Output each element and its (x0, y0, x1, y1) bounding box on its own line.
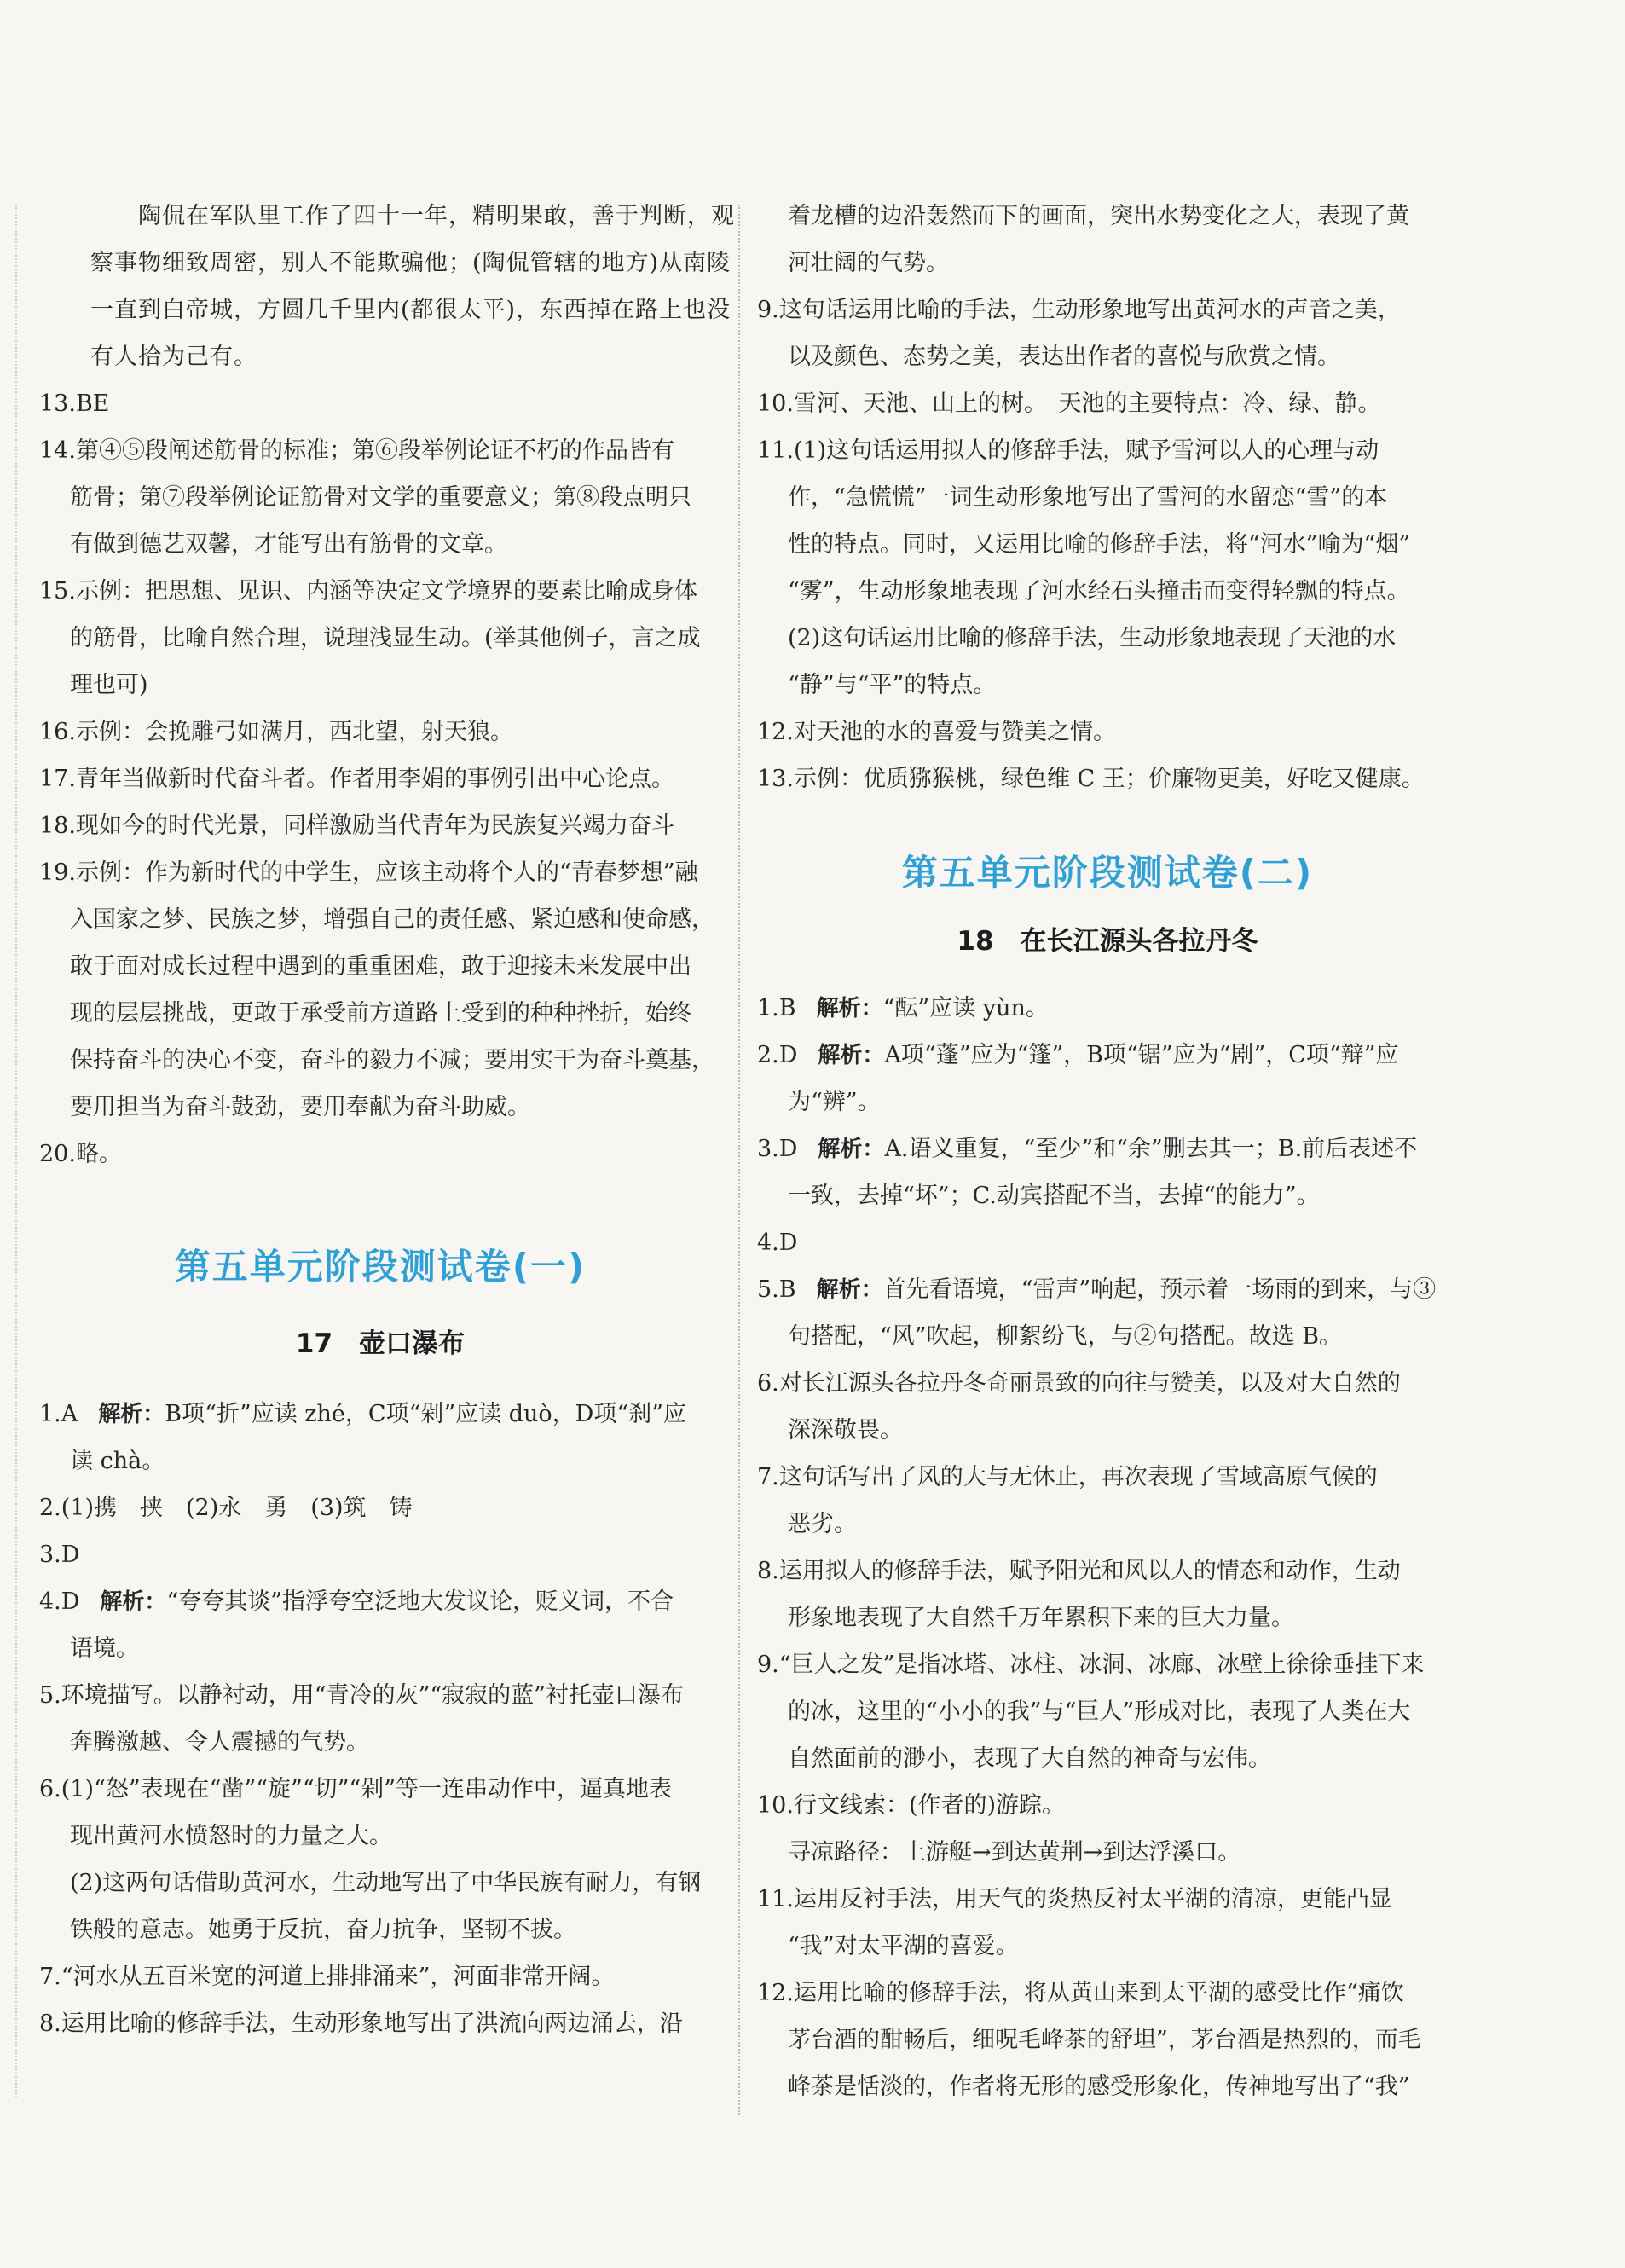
analysis-label: 解析： (818, 1137, 885, 1162)
answer-line (757, 333, 1458, 380)
answer-text: A.语义重复，“至少”和“余”删去其一；B.前后表述不 (884, 1136, 1418, 1162)
analysis-label: 解析： (100, 1589, 167, 1615)
answer-line (757, 1923, 1458, 1970)
question-number: 8. (757, 1558, 779, 1584)
answer-line: 的筋骨，比喻自然合理，说理浅显生动。(举其他例子，言之成 (70, 625, 701, 651)
answer-text: 着龙槽的边沿轰然而下的画面，突出水势变化之大，表现了黄 (788, 203, 1409, 229)
answer-text: “夸夸其谈”指浮夸空泛地大发议论，贬义词，不合 (166, 1588, 674, 1615)
answer-text: 寻凉路径：上游艇→到达黄荆→到达浮溪口。 (788, 1839, 1241, 1866)
answer-line (757, 1125, 1458, 1172)
quote-line: 察事物细致周密，别人不能欺骗他；(陶侃管辖的地方)从南陵 (90, 250, 732, 276)
answer-line: 19.示例：作为新时代的中学生，应该主动将个人的“青春梦想”融 (39, 859, 698, 886)
answer-text: “雾”，生动形象地表现了河水经石头撞击而变得轻飘的特点。 (788, 578, 1410, 605)
quote-line: 一直到白帝城，方圆几千里内(都很太平)，东西掉在路上也没 (90, 297, 732, 323)
question-number: 2. (39, 1495, 61, 1521)
answer-text: 这句话写出了风的大与无休止，再次表现了雪域高原气候的 (778, 1464, 1378, 1490)
question-number: 4.D (757, 1229, 798, 1256)
answer-line: 要用担当为奋斗鼓劲，要用奉献为奋斗助威。 (70, 1094, 530, 1120)
answer-line: 13.BE (39, 391, 110, 417)
answer-text: (1)携 挟 (2)永 勇 (3)筑 铸 (61, 1495, 413, 1521)
answer-line (757, 521, 1458, 568)
answer-line (39, 1391, 721, 1438)
answer-text: 句搭配，“风”吹起，柳絮纷飞，与②句搭配。故选 B。 (788, 1323, 1343, 1350)
answer-line (757, 985, 1458, 1032)
answer-text: (1)这句话运用拟人的修辞手法，赋予雪河以人的心理与动 (793, 437, 1379, 464)
answer-text: 运用反衬手法，用天气的炎热反衬太平湖的清凉，更能凸显 (793, 1886, 1392, 1912)
answer-text: 为“辨”。 (788, 1089, 881, 1115)
answer-line (757, 1313, 1458, 1360)
answer-line (757, 1501, 1458, 1548)
answer-text: B项“折”应读 zhé，C项“剁”应读 duò，D项“刹”应 (165, 1401, 686, 1427)
question-number: 3.D (757, 1136, 798, 1162)
answer-text: 深深敬畏。 (788, 1417, 903, 1444)
answer-line (757, 662, 1458, 709)
answer-text: 恶劣。 (788, 1511, 857, 1537)
answer-line: 20.略。 (39, 1141, 122, 1167)
answer-line (757, 615, 1458, 662)
answer-text: 对天池的水的喜爱与赞美之情。 (793, 719, 1116, 745)
question-number: 1.B (757, 995, 796, 1021)
answer-line: 理也可) (70, 672, 148, 698)
left-column (39, 193, 735, 2047)
question-number: 13. (757, 766, 794, 792)
answer-line: 15.示例：把思想、见识、内涵等决定文学境界的要素比喻成身体 (39, 578, 697, 605)
answer-text: 示例：优质猕猴桃，绿色维 C 王；价廉物更美，好吃又健康。 (793, 766, 1425, 792)
spacer (39, 1297, 721, 1322)
answer-line: 筋骨；第⑦段举例论证筋骨对文学的重要意义；第⑧段点明只 (70, 484, 691, 511)
answer-text: 一致，去掉“坏”；C.动宾搭配不当，去掉“的能力”。 (788, 1183, 1320, 1209)
answer-line (757, 2016, 1458, 2063)
question-number: 7. (757, 1464, 779, 1490)
lesson-title: 17 壶口瀑布 (295, 1328, 466, 1359)
answer-text: “河水从五百米宽的河道上排排涌来”，河面非常开阔。 (61, 1964, 615, 1990)
spacer (39, 1365, 721, 1391)
answer-line (757, 755, 1458, 802)
answer-text: “酝”应读 yùn。 (882, 995, 1049, 1021)
question-number: 1.A (39, 1401, 78, 1427)
answer-text: 运用比喻的修辞手法，生动形象地写出了洪流向两边涌去，沿 (61, 2011, 683, 2037)
answer-text: 运用比喻的修辞手法，将从黄山来到太平湖的感受比作“痛饮 (793, 1980, 1404, 2006)
spacer (757, 903, 1458, 920)
question-number: 2.D (757, 1042, 798, 1068)
answer-text: 以及颜色、态势之美，表达出作者的喜悦与欣赏之情。 (788, 344, 1340, 370)
answer-line (39, 1719, 721, 1766)
answer-line (757, 1782, 1458, 1829)
answer-line (757, 1970, 1458, 2016)
binding-edge-marks (15, 205, 17, 2097)
answer-line: 16.示例：会挽雕弓如满月，西北望，射天狼。 (39, 719, 513, 745)
section-title: 第五单元阶段测试卷(二) (901, 852, 1314, 894)
answer-line (757, 193, 1458, 240)
spacer (757, 963, 1458, 985)
answer-line (757, 1829, 1458, 1876)
answer-line (39, 1860, 721, 1906)
answer-line (757, 1594, 1458, 1641)
answer-text: 环境描写。以静衬动，用“青冷的灰”“寂寂的蓝”衬托壶口瀑布 (61, 1682, 684, 1709)
answer-text: 对长江源头各拉丹冬奇丽景致的向往与赞美，以及对大自然的 (778, 1370, 1401, 1397)
answer-list (39, 1391, 721, 2047)
answer-line (757, 474, 1458, 521)
answer-text: A项“蓬”应为“篷”，B项“锯”应为“剧”，C项“辩”应 (884, 1042, 1399, 1068)
answer-text: 作，“急慌慌”一词生动形象地写出了雪河的水留恋“雪”的本 (788, 484, 1388, 511)
answer-text: 运用拟人的修辞手法，赋予阳光和风以人的情态和动作，生动 (778, 1558, 1401, 1584)
question-number: 11. (757, 1886, 794, 1912)
answer-line (757, 1079, 1458, 1125)
column-divider (738, 205, 740, 2115)
answer-text: 雪河、天池、山上的树。 天池的主要特点：冷、绿、静。 (793, 391, 1381, 417)
question-number: 5.B (757, 1276, 796, 1303)
answer-line (757, 709, 1458, 755)
answer-line (39, 1766, 721, 1813)
spacer (757, 802, 1458, 843)
answer-line (39, 1625, 721, 1672)
answer-text: “我”对太平湖的喜爱。 (788, 1933, 1019, 1959)
answer-line (757, 1641, 1458, 1688)
answer-text: (2)这句话运用比喻的修辞手法，生动形象地表现了天池的水 (788, 625, 1397, 651)
answer-line (757, 1266, 1458, 1313)
question-number: 8. (39, 2011, 61, 2037)
question-number: 10. (757, 1792, 794, 1819)
answer-text: 茅台酒的酣畅后，细呪毛峰茶的舒坦”，茅台酒是热烈的，而毛 (788, 2027, 1421, 2053)
right-column (757, 193, 1458, 2110)
question-number: 10. (757, 391, 794, 417)
answer-text: (1)“怒”表现在“凿”“旋”“切”“剁”等一连串动作中，逼真地表 (61, 1776, 673, 1802)
answer-line (757, 1360, 1458, 1407)
answer-line: 敢于面对成长过程中遇到的重重困难，敢于迎接未来发展中出 (70, 953, 691, 980)
question-number: 12. (757, 1980, 794, 2006)
section-title: 第五单元阶段测试卷(一) (174, 1246, 587, 1287)
answer-line (39, 1813, 721, 1860)
analysis-label: 解析： (818, 1043, 885, 1068)
answer-line (39, 1953, 721, 2000)
answer-line (757, 240, 1458, 286)
answer-line: 现的层层挑战，更敢于承受前方道路上受到的种种挫折，始终 (70, 1000, 691, 1027)
lesson-title: 18 在长江源头各拉丹冬 (957, 926, 1258, 957)
analysis-label: 解析： (816, 1277, 883, 1303)
answer-line: 18.现如今的时代光景，同样激励当代青年为民族复兴竭力奋斗 (39, 813, 674, 839)
question-number: 7. (39, 1964, 61, 1990)
answer-line (757, 2063, 1458, 2110)
answer-list (757, 985, 1458, 2110)
answer-line: 17.青年当做新时代奋斗者。作者用李娟的事例引出中心论点。 (39, 766, 674, 792)
question-number: 3.D (39, 1542, 80, 1568)
answer-text: “静”与“平”的特点。 (788, 672, 997, 698)
answer-line (757, 1172, 1458, 1219)
question-number: 12. (757, 719, 794, 745)
question-number: 9. (757, 1652, 779, 1678)
answer-line: 入国家之梦、民族之梦，增强自己的责任感、紧迫感和使命感， (70, 906, 714, 933)
question-number: 4.D (39, 1588, 80, 1615)
answer-line (39, 1438, 721, 1484)
answer-text: 性的特点。同时，又运用比喻的修辞手法，将“河水”喻为“烟” (788, 531, 1411, 558)
answer-text: 峰茶是恬淡的，作者将无形的感受形象化，传神地写出了“我” (788, 2074, 1410, 2100)
answer-line (757, 427, 1458, 474)
answer-text: 语境。 (70, 1635, 139, 1662)
answer-line (39, 1672, 721, 1719)
answer-line (757, 1032, 1458, 1079)
answer-text: 读 chà。 (70, 1448, 165, 1474)
answer-line (757, 1548, 1458, 1594)
question-number: 6. (39, 1776, 61, 1802)
answer-text: 奔腾激越、令人震撼的气势。 (70, 1729, 369, 1756)
answer-line (39, 1578, 721, 1625)
answer-line (757, 1735, 1458, 1782)
question-number: 9. (757, 297, 779, 323)
question-number: 11. (757, 437, 794, 464)
answer-text: 行文线索：(作者的)游踪。 (793, 1792, 1066, 1819)
answer-line (39, 1906, 721, 1953)
answer-text: 现出黄河水愤怒时的力量之大。 (70, 1823, 392, 1849)
answer-line (39, 1484, 721, 1531)
answer-line (757, 1876, 1458, 1923)
answer-text: 形象地表现了大自然千万年累积下来的巨大力量。 (788, 1605, 1294, 1631)
answer-line (757, 1454, 1458, 1501)
answer-line (757, 1219, 1458, 1266)
answer-line (757, 568, 1458, 615)
question-number: 6. (757, 1370, 779, 1397)
answer-line (39, 1531, 721, 1578)
answer-line (757, 380, 1458, 427)
answer-line (757, 286, 1458, 333)
answer-line (39, 2000, 721, 2047)
answer-text: 自然面前的渺小，表现了大自然的神奇与宏伟。 (788, 1745, 1271, 1772)
answer-text: 首先看语境，“雷声”响起，预示着一场雨的到来，与③ (882, 1276, 1437, 1303)
analysis-label: 解析： (816, 996, 883, 1021)
answer-line (757, 1407, 1458, 1454)
analysis-label: 解析： (98, 1402, 165, 1427)
answer-line: 有做到德艺双馨，才能写出有筋骨的文章。 (70, 531, 507, 558)
answer-text: (2)这两句话借助黄河水，生动地写出了中华民族有耐力，有钢 (70, 1870, 702, 1896)
answer-list (757, 193, 1458, 802)
spacer (39, 1177, 721, 1237)
answer-line: 14.第④⑤段阐述筋骨的标准；第⑥段举例论证不朽的作品皆有 (39, 437, 674, 464)
answer-text: 河壮阔的气势。 (788, 250, 949, 276)
answer-text: 这句话运用比喻的手法，生动形象地写出黄河水的声音之美， (778, 297, 1401, 323)
question-number: 5. (39, 1682, 61, 1709)
answer-text: 的冰，这里的“小小的我”与“巨人”形成对比，表现了人类在大 (788, 1698, 1411, 1725)
quote-line: 陶侃在军队里工作了四十一年，精明果敢，善于判断，观 (138, 203, 735, 229)
answer-line (757, 1688, 1458, 1735)
answer-text: 铁般的意志。她勇于反抗，奋力抗争，坚韧不拔。 (70, 1917, 576, 1943)
answer-line: 保持奋斗的决心不变，奋斗的毅力不减；要用实干为奋斗奠基， (70, 1047, 714, 1073)
quote-line: 有人拾为己有。 (90, 344, 257, 370)
answer-text: “巨人之发”是指冰塔、冰柱、冰洞、冰廊、冰壁上徐徐垂挂下来 (778, 1652, 1425, 1678)
